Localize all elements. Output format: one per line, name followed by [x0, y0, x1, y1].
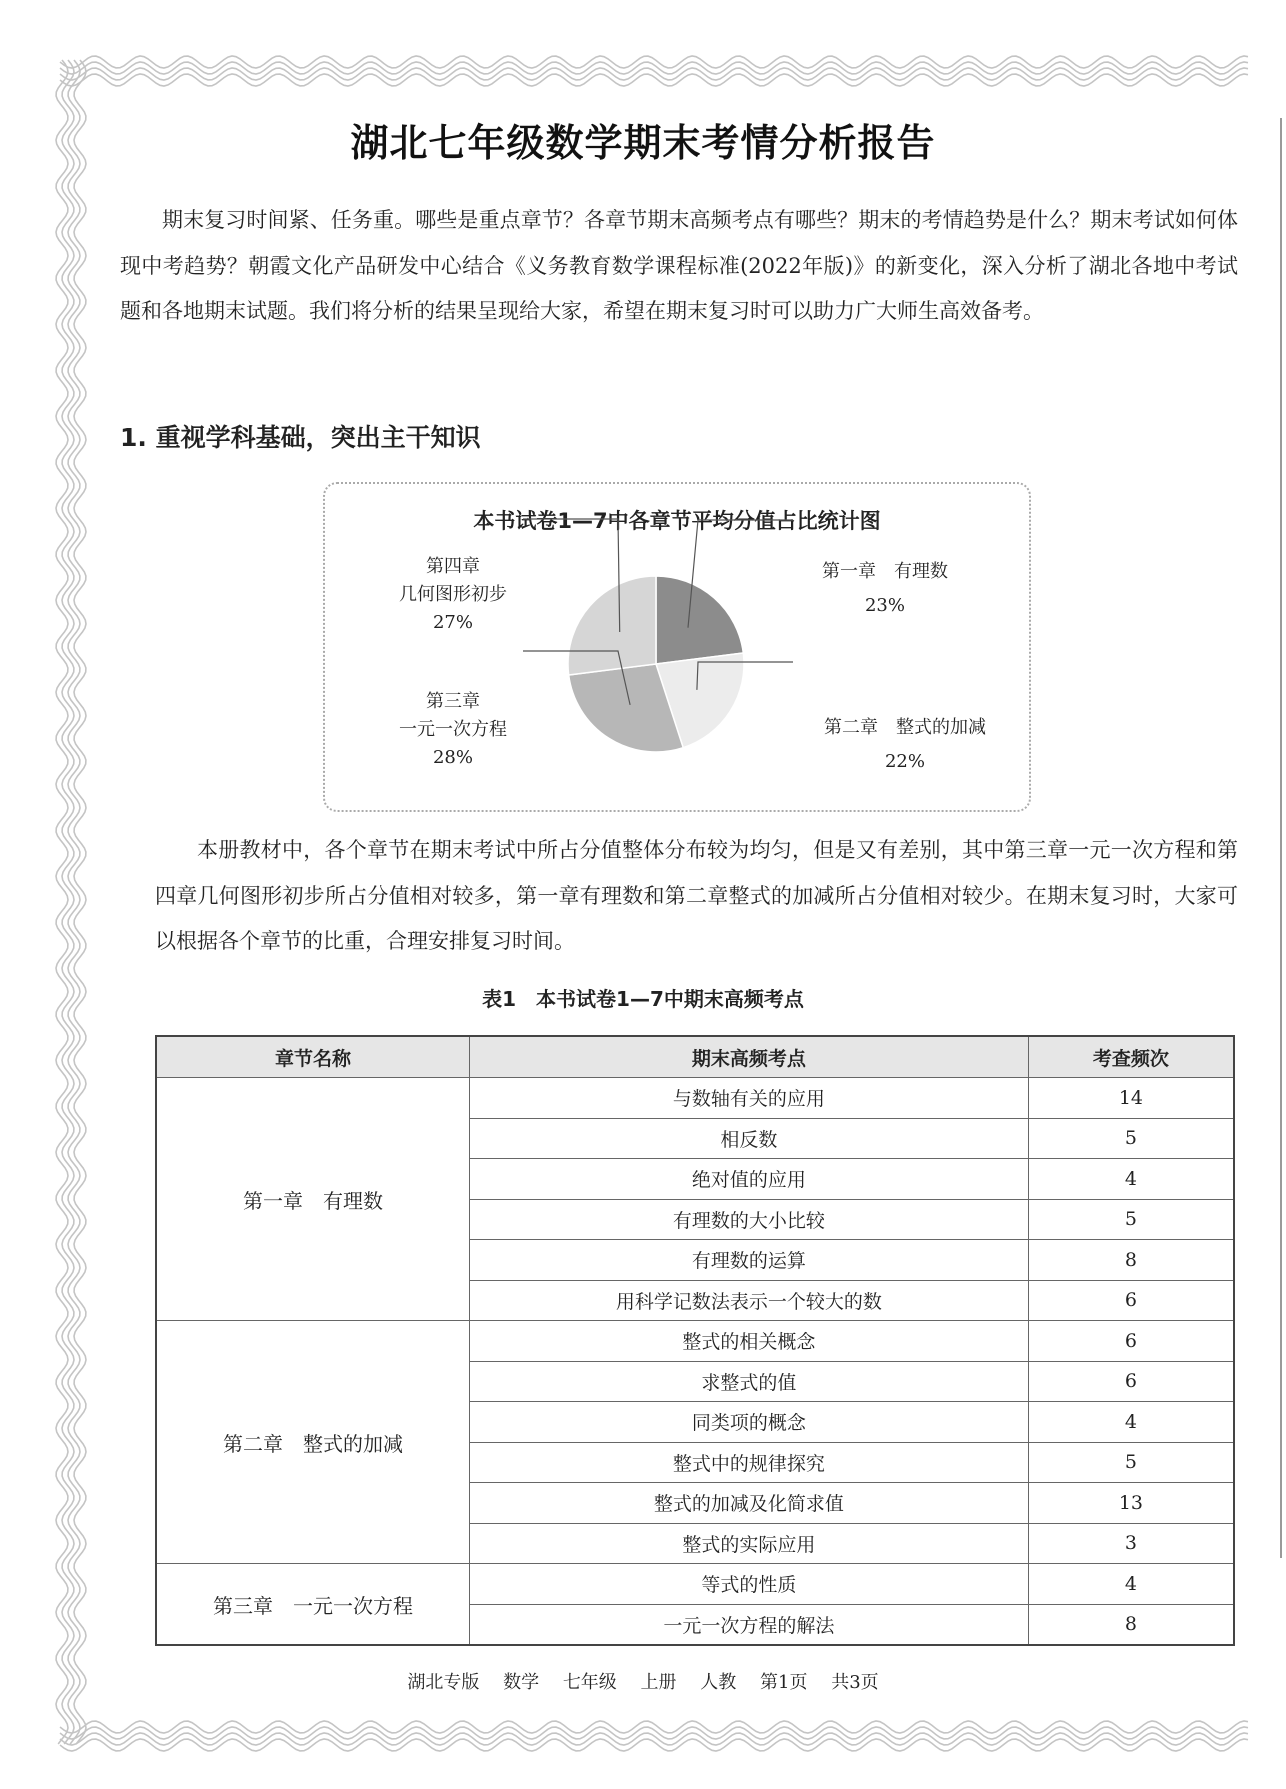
page-footer	[0, 1668, 1286, 1694]
chapter-cell: 第二章 整式的加减	[156, 1321, 469, 1564]
intro-paragraph: 期末复习时间紧、任务重。哪些是重点章节？各章节期末高频考点有哪些？期末的考情趋势是什么？期末考试如何体现中考趋势？朝霞文化产品研发中心结合《义务教育数学课程标准(2022年版)》的新变化，深入分析了湖北各地中考试题和各地期末试题。我们将分析的结果呈现给大家，希望在期末复习时可以助力广大师生高效备考。	[120, 208, 1238, 323]
page-edge-line	[1280, 118, 1282, 1558]
point-cell: 整式的加减及化简求值	[469, 1483, 1028, 1524]
page-title: 湖北七年级数学期末考情分析报告	[350, 121, 936, 165]
pie-label-percent: 23%	[864, 595, 905, 616]
frequency-cell: 3	[1028, 1523, 1234, 1564]
table-row	[156, 1078, 1234, 1119]
footer-volume: 上册	[640, 1672, 677, 1693]
point-cell: 求整式的值	[469, 1361, 1028, 1402]
frequency-cell: 6	[1028, 1361, 1234, 1402]
frequency-cell: 13	[1028, 1483, 1234, 1524]
pie-label-percent: 27%	[432, 612, 473, 633]
frequency-cell: 4	[1028, 1564, 1234, 1605]
frequency-cell: 5	[1028, 1199, 1234, 1240]
frequency-cell: 8	[1028, 1604, 1234, 1645]
pie-label-name: 整式的加减	[896, 717, 986, 738]
point-cell: 同类项的概念	[469, 1402, 1028, 1443]
frequency-cell: 14	[1028, 1078, 1234, 1119]
footer-grade: 七年级	[562, 1672, 617, 1693]
pie-label-name: 一元一次方程	[399, 719, 507, 740]
frequency-cell: 6	[1028, 1321, 1234, 1362]
pie-label-chapter: 第三章	[426, 691, 480, 712]
point-cell: 整式的实际应用	[469, 1523, 1028, 1564]
footer-page: 第1页	[760, 1672, 808, 1693]
border-wave-line	[60, 1739, 1248, 1751]
point-cell: 与数轴有关的应用	[469, 1078, 1028, 1119]
pie-label-chapter-name	[795, 558, 975, 586]
pie-label-percent: 28%	[432, 747, 473, 768]
frequency-cell: 5	[1028, 1118, 1234, 1159]
pie-label-chapter-3	[368, 688, 538, 772]
pie-label-chapter-1	[795, 558, 975, 620]
pie-label-chapter-4	[368, 553, 538, 637]
header-frequency: 考查频次	[1028, 1036, 1234, 1078]
footer-subject: 数学	[503, 1672, 540, 1693]
frequency-cell: 8	[1028, 1240, 1234, 1281]
frequency-cell: 4	[1028, 1159, 1234, 1200]
frequency-cell: 4	[1028, 1402, 1234, 1443]
point-cell: 等式的性质	[469, 1564, 1028, 1605]
pie-slice-4	[568, 576, 656, 675]
table-row	[156, 1564, 1234, 1605]
header-chapter: 章节名称	[156, 1036, 469, 1078]
frequency-cell: 5	[1028, 1442, 1234, 1483]
table-row	[156, 1321, 1234, 1362]
high-frequency-table	[155, 1035, 1235, 1646]
pie-label-chapter: 第一章	[822, 561, 876, 582]
pie-label-chapter-name	[795, 714, 1015, 742]
footer-total: 共3页	[831, 1672, 879, 1693]
footer-publisher: 人教	[700, 1672, 737, 1693]
point-cell: 相反数	[469, 1118, 1028, 1159]
header-point: 期末高频考点	[469, 1036, 1028, 1078]
chapter-cell: 第一章 有理数	[156, 1078, 469, 1321]
section-heading: 1. 重视学科基础，突出主干知识	[120, 423, 481, 452]
pie-label-chapter: 第二章	[824, 717, 878, 738]
pie-label-chapter-2	[795, 714, 1015, 776]
footer-edition: 湖北专版	[407, 1672, 480, 1693]
point-cell: 有理数的运算	[469, 1240, 1028, 1281]
chapter-cell: 第三章 一元一次方程	[156, 1564, 469, 1646]
pie-label-chapter: 第四章	[426, 556, 480, 577]
frequency-cell: 6	[1028, 1280, 1234, 1321]
point-cell: 整式的相关概念	[469, 1321, 1028, 1362]
analysis-paragraph: 本册教材中，各个章节在期末考试中所占分值整体分布较为均匀，但是又有差别，其中第三章一元一次方程和第四章几何图形初步所占分值相对较多，第一章有理数和第二章整式的加减所占分值相对较少。在期末复习时，大家可以根据各个章节的比重，合理安排复习时间。	[155, 838, 1238, 953]
pie-label-name: 几何图形初步	[399, 584, 507, 605]
border-wave-line	[56, 60, 68, 1744]
pie-label-percent: 22%	[884, 751, 925, 772]
point-cell: 有理数的大小比较	[469, 1199, 1028, 1240]
chart-title: 本书试卷1—7中各章节平均分值占比统计图	[473, 509, 881, 533]
border-wave-line	[60, 74, 1248, 86]
pie-slice-1	[656, 576, 743, 664]
table-header-row	[156, 1036, 1234, 1078]
point-cell: 用科学记数法表示一个较大的数	[469, 1280, 1028, 1321]
table-caption: 表1 本书试卷1—7中期末高频考点	[482, 987, 804, 1011]
point-cell: 绝对值的应用	[469, 1159, 1028, 1200]
point-cell: 一元一次方程的解法	[469, 1604, 1028, 1645]
point-cell: 整式中的规律探究	[469, 1442, 1028, 1483]
pie-label-name: 有理数	[894, 561, 948, 582]
